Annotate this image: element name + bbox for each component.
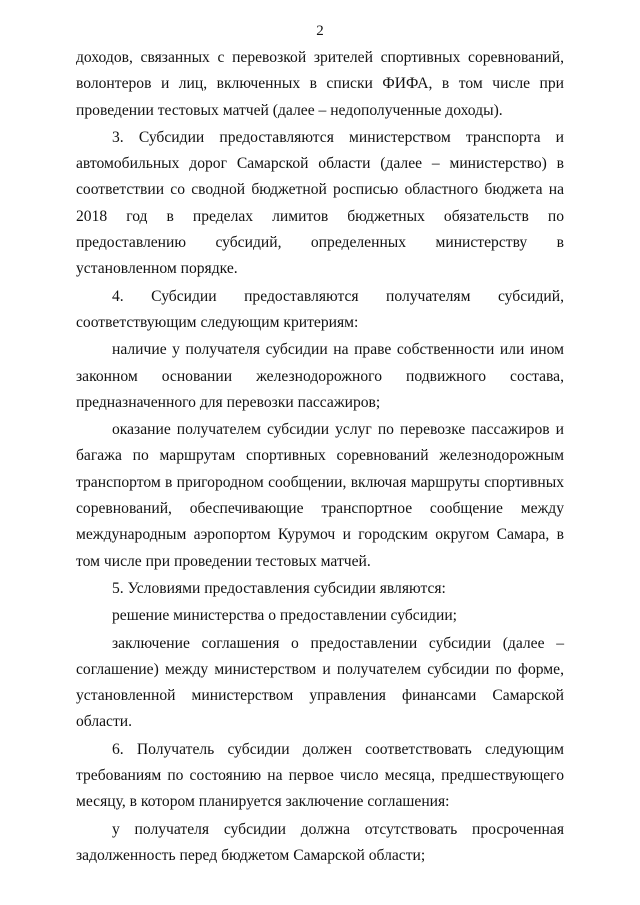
paragraph-requirement-debt: у получателя субсидии должна отсутствовать просроченная задолженность перед бюджетом Самарской области; [76,820,564,864]
paragraph-item-4: 4. Субсидии предоставляются получателям субсидий, соответствующим следующим критериям: [76,287,564,331]
page-number: 2 [316,23,324,39]
paragraph-item-5: 5. Условиями предоставления субсидии являются: [112,579,446,597]
document-body [76,45,564,869]
paragraph-criterion-ownership: наличие у получателя субсидии на праве собственности или ином законном основании железнодорожного подвижного состава, предназначенного для перевозки пассажиров; [76,341,564,411]
paragraph-continuation: доходов, связанных с перевозкой зрителей спортивных соревнований, волонтеров и лиц, включенных в списки ФИФА, в том числе при проведении тестовых матчей (далее – недополученные доходы). [76,49,564,119]
paragraph-item-3: 3. Субсидии предоставляются министерством транспорта и автомобильных дорог Самарской области (далее – министерство) в соответствии со сводной бюджетной росписью областного бюджета на 2018 год в пределах лимитов бюджетных обязательств по предоставлению субсидий, определенных министерству в установленном порядке. [76,128,564,278]
paragraph-condition-agreement: заключение соглашения о предоставлении субсидии (далее – соглашение) между министерством и получателем субсидии по форме, установленной министерством управления финансами Самарской области. [76,634,564,731]
paragraph-condition-decision: решение министерства о предоставлении субсидии; [112,607,458,625]
paragraph-item-6: 6. Получатель субсидии должен соответствовать следующим требованиям по состоянию на первое число месяца, предшествующего месяцу, в котором планируется заключение соглашения: [76,740,564,811]
paragraph-criterion-services: оказание получателем субсидии услуг по перевозке пассажиров и багажа по маршрутам спортивных соревнований железнодорожным транспортом в пригородном сообщении, включая маршруты спортивных соревнований, обеспечивающие транспортное сообщение между международным аэропортом Курумоч и городским округом Самара, в том числе при проведении тестовых матчей. [76,421,564,570]
